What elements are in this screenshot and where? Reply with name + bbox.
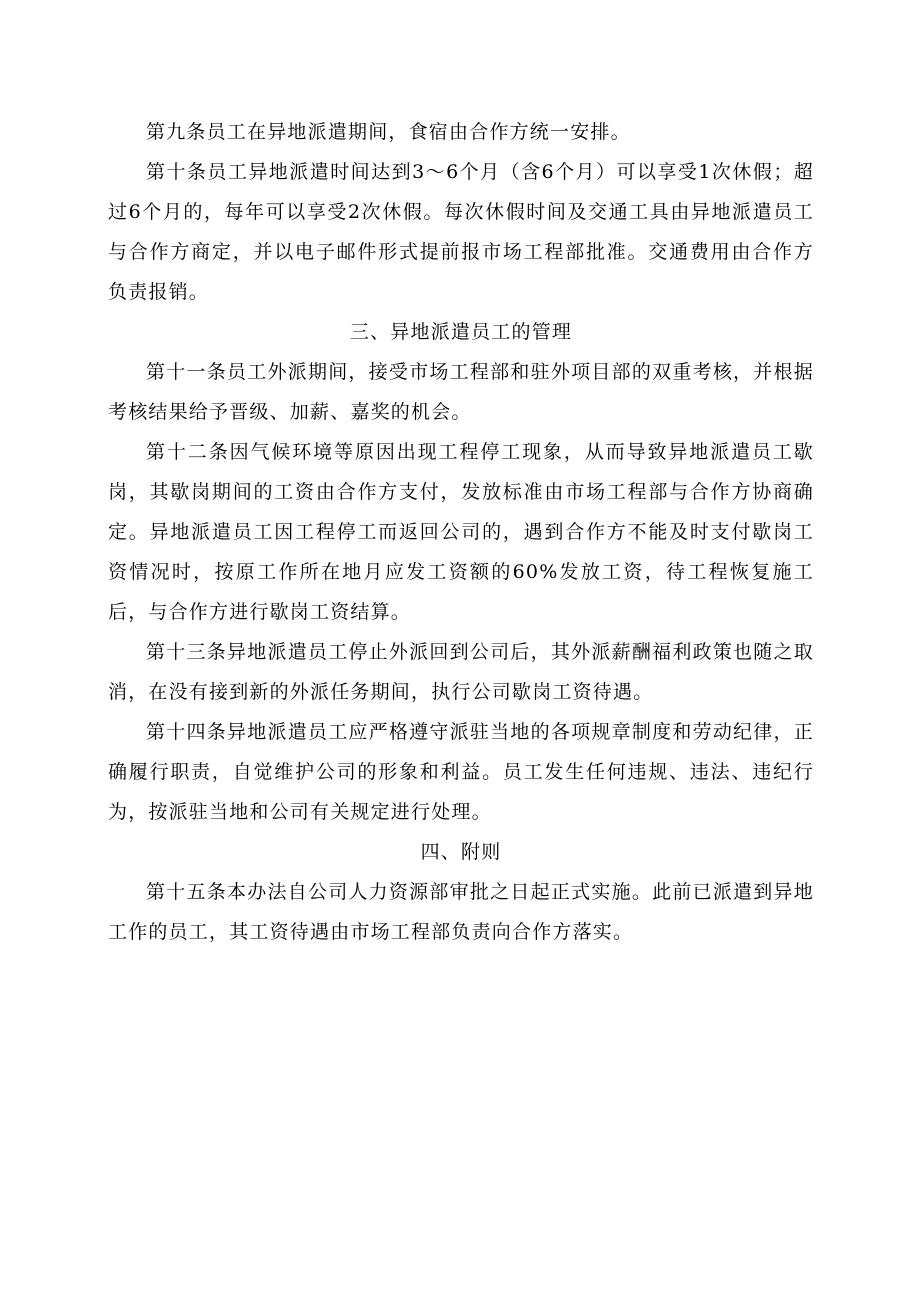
document-page	[108, 112, 814, 952]
article-14: 第十四条异地派遣员工应严格遵守派驻当地的各项规章制度和劳动纪律，正确履行职责，自觉维护公司的形象和利益。员工发生任何违规、违法、违纪行为，按派驻当地和公司有关规定进行处理。	[108, 721, 814, 823]
article-15: 第十五条本办法自公司人力资源部审批之日起正式实施。此前已派遣到异地工作的员工，其工资待遇由市场工程部负责向合作方落实。	[108, 881, 814, 943]
article-10: 第十条员工异地派遣时间达到3～6个月（含6个月）可以享受1次休假；超过6个月的，每年可以享受2次休假。每次休假时间及交通工具由异地派遣员工与合作方商定，并以电子邮件形式提前报市场工程部批准。交通费用由合作方负责报销。	[108, 161, 814, 303]
article-9: 第九条员工在异地派遣期间，食宿由合作方统一安排。	[146, 121, 631, 143]
article-13: 第十三条异地派遣员工停止外派回到公司后，其外派薪酬福利政策也随之取消，在没有接到新的外派任务期间，执行公司歇岗工资待遇。	[108, 641, 814, 703]
article-12: 第十二条因气候环境等原因出现工程停工现象，从而导致异地派遣员工歇岗，其歇岗期间的工资由合作方支付，发放标准由市场工程部与合作方协商确定。异地派遣员工因工程停工而返回公司的，遇到合作方不能及时支付歇岗工资情况时，按原工作所在地月应发工资额的60%发放工资，待工程恢复施工后，与合作方进行歇岗工资结算。	[108, 441, 814, 623]
section-heading-3: 三、异地派遣员工的管理	[349, 321, 573, 343]
section-heading-4: 四、附则	[420, 841, 502, 863]
article-11: 第十一条员工外派期间，接受市场工程部和驻外项目部的双重考核，并根据考核结果给予晋级、加薪、嘉奖的机会。	[108, 361, 814, 423]
